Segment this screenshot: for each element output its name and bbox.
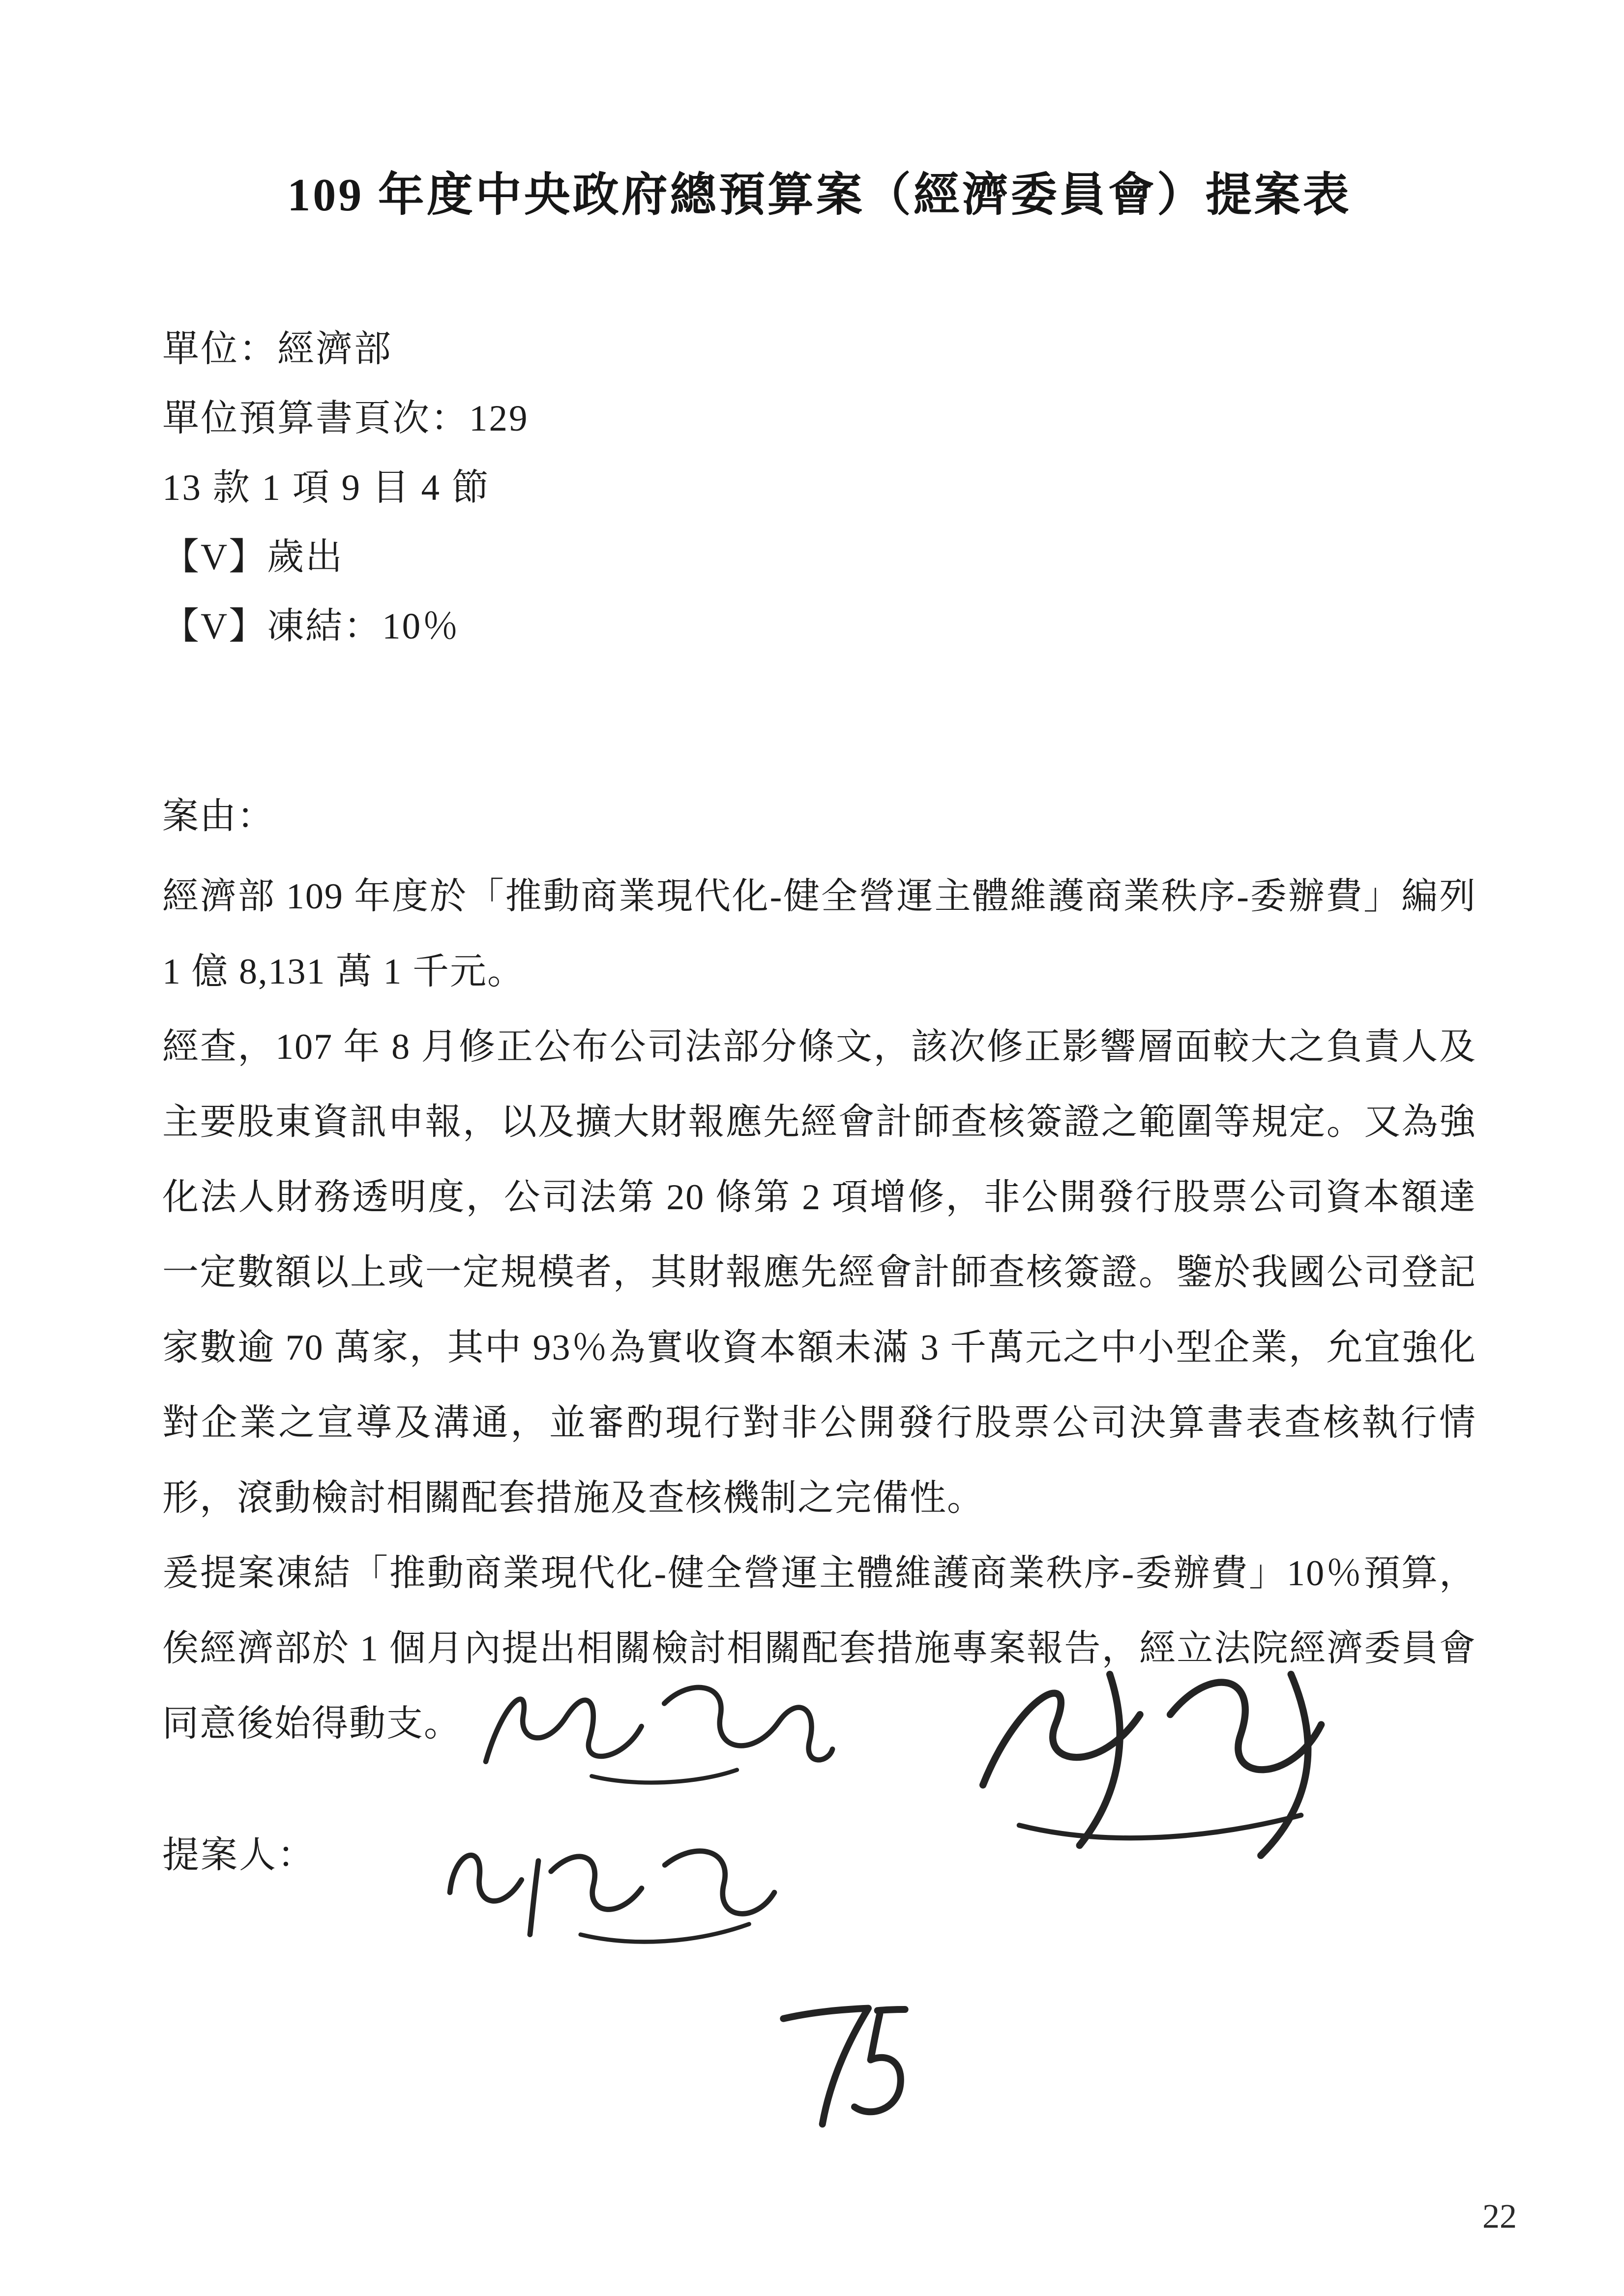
paragraph-budget-amount: 經濟部 109 年度於「推動商業現代化-健全營運主體維護商業秩序-委辦費」編列 1 億 8,131 萬 1 千元。 (162, 876, 1476, 992)
page-title: 109 年度中央政府總預算案（經濟委員會）提案表 (287, 170, 1352, 221)
paragraph-freeze-proposal: 爰提案凍結「推動商業現代化-健全營運主體維護商業秩序-委辦費」10％預算，俟經濟部於 1 個月內提出相關檢討相關配套措施專案報告，經立法院經濟委員會同意後始得動支。 (162, 1553, 1476, 1744)
signature-2 (433, 1819, 792, 1969)
meta-line-budget-page: 單位預算書頁次：129 (162, 398, 529, 439)
case-body (162, 779, 1476, 1762)
signature-1 (467, 1661, 841, 1831)
meta-line-unit: 單位：經濟部 (162, 329, 393, 370)
case-label: 案由： (162, 796, 274, 837)
meta-line-freeze-checkbox: 【V】凍結：10％ (162, 606, 461, 647)
meta-line-budget-code: 13 款 1 項 9 目 4 節 (162, 467, 490, 508)
paragraph-review-findings: 經查，107 年 8 月修正公布公司法部分條文，該次修正影響層面較大之負責人及主要股東資訊申報，以及擴大財報應先經會計師查核簽證之範圍等規定。又為強化法人財務透明度，公司法第 20 條第 2 項增修，非公開發行股票公司資本額達一定數額以上或一定規模者，其財報應先經會計師查核簽證。鑒於我國公司登記家數逾 70 萬家，其中 93％為實收資本額未滿 3 千萬元之中小型企業，允宜強化對企業之宣導及溝通，並審酌現行對非公開發行股票公司決算書表查核執行情形，滾動檢討相關配套措施及查核機制之完備性。 (162, 1027, 1476, 1518)
proposer-label: 提案人： (162, 1835, 316, 1876)
page-number: 22 (1482, 2198, 1517, 2236)
meta-line-expenditure-checkbox: 【V】歲出 (162, 537, 344, 578)
signature-3 (959, 1632, 1382, 1880)
meta-block (162, 315, 1476, 661)
handwritten-page-number (767, 1996, 915, 2136)
